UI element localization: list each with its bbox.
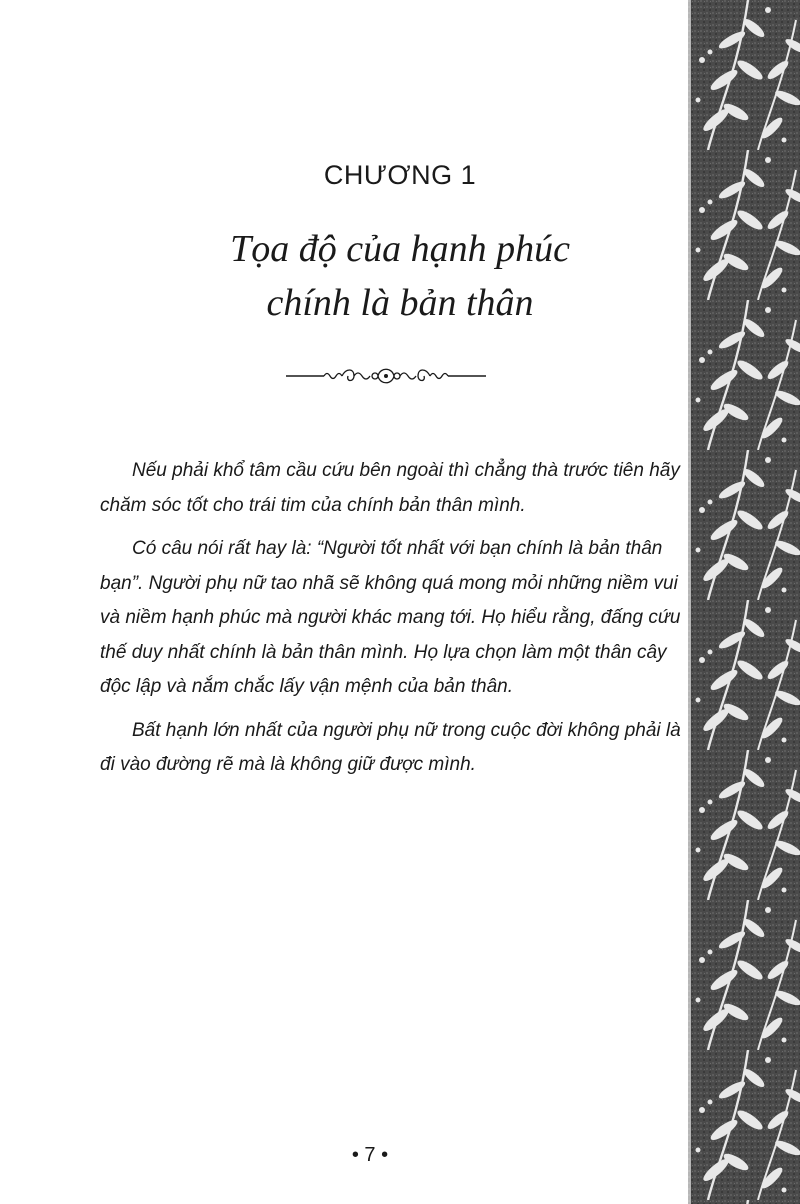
- chapter-title-line-2: chính là bản thân: [266, 282, 534, 324]
- paragraph-3: Bất hạnh lớn nhất của người phụ nữ trong cuộc đời không phải là đi vào đường rẽ mà là không giữ được mình.: [100, 719, 681, 775]
- chapter-label: CHƯƠNG 1: [323, 160, 477, 190]
- paragraph-2: Có câu nói rất hay là: “Người tốt nhất với bạn chính là bản thân bạn”. Người phụ nữ tao nhã sẽ không quá mong mỏi những niềm vui và niềm hạnh phúc mà người khác mang tới. Họ hiểu rằng, đấng cứu thế duy nhất chính là bản thân mình. Họ lựa chọn làm một thân cây độc lập và nắm chắc lấy vận mệnh của bản thân.: [100, 538, 681, 697]
- leaf-pattern-border-icon: [688, 0, 800, 1204]
- body-text: [100, 454, 685, 792]
- chapter-title: [0, 222, 800, 330]
- flourish-divider-icon: [286, 364, 486, 388]
- page-number: • 7 •: [351, 1144, 389, 1166]
- paragraph-1: Nếu phải khổ tâm cầu cứu bên ngoài thì chẳng thà trước tiên hãy chăm sóc tốt cho trái tim của chính bản thân mình.: [100, 460, 680, 516]
- chapter-title-line-1: Tọa độ của hạnh phúc: [230, 228, 570, 270]
